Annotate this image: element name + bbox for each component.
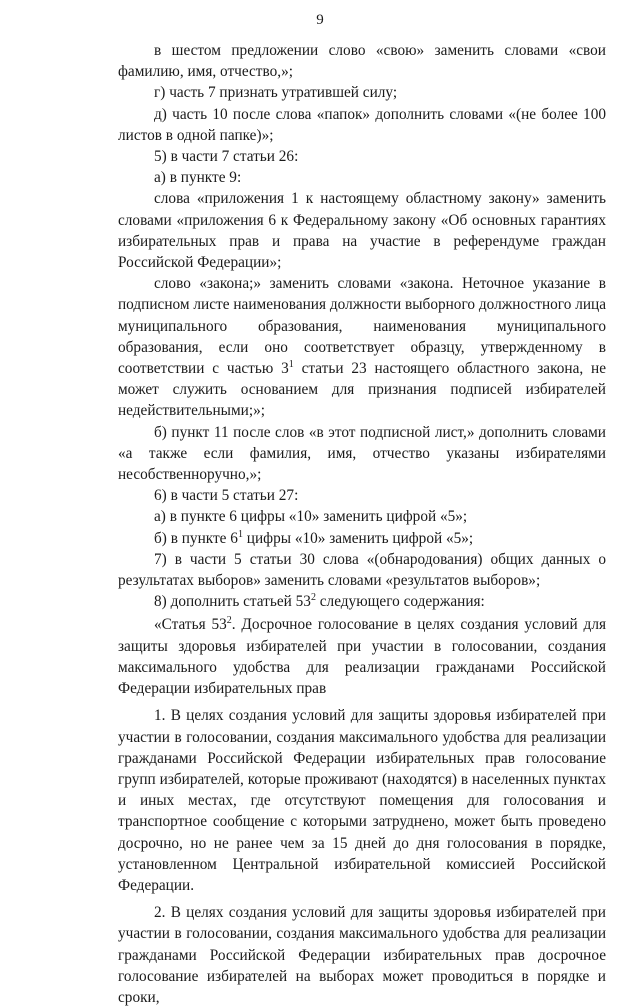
document-body [118, 40, 606, 1008]
paragraph: а) в пункте 9: [154, 169, 242, 187]
paragraph: слова «приложения 1 к настоящему областному закону» заменить словами «приложения 6 к Федеральному закону «Об основных гарантиях избирательных прав и права на участие в референдуме граждан Российской Федерации»; [118, 190, 606, 272]
superscript: 2 [226, 615, 232, 627]
superscript: 1 [288, 359, 294, 371]
paragraph: б) пункт 11 после слов «в этот подписной лист,» дополнить словами «а также если фамилия, имя, отчество указаны избирателями несобственноручно,»; [118, 423, 606, 484]
page-number: 9 [316, 12, 324, 28]
paragraph: 2. В целях создания условий для защиты здоровья избирателей при участии в голосовании, создания максимального удобства для реализации гражданами Российской Федерации избирательных прав досрочное голосование избирателей на выборах может проводиться в порядке и сроки, [118, 904, 606, 1006]
superscript-part-number: 3 [281, 360, 289, 378]
paragraph: 1. В целях создания условий для защиты здоровья избирателей при участии в голосовании, создания максимального удобства для реализации гражданами Российской Федерации избирательных прав голосование групп избирателей, которые проживают (находятся) в населенных пунктах и иных местах, где отсутствуют помещения для голосования и транспортное сообщение с которыми затруднено, может быть проведено досрочно, но не ранее чем за 15 дней до дня голосования в порядке, установленном Центральной избирательной комиссией Российской Федерации. [118, 707, 606, 894]
paragraph: 8) дополнить статьей $53^2$ следующего содержания: [154, 592, 485, 611]
article-heading: «Статья $53^2$. Досрочное голосование в целях создания условий для защиты здоровья избирателей при участии в голосовании, создания максимального удобства для реализации гражданами Российской Федерации избирательных прав [118, 615, 606, 698]
paragraph: б) в пункте $6^1$ цифры «10» заменить цифрой «5»; [154, 528, 474, 547]
paragraph: 7) в части 5 статьи 30 слова «(обнародования) общих данных о результатах выборов» заменить словами «результатов выборов»; [118, 550, 606, 590]
superscript: 1 [237, 528, 243, 540]
paragraph: в шестом предложении слово «свою» заменить словами «свои фамилию, имя, отчество,»; [118, 42, 606, 81]
paragraph: г) часть 7 признать утратившей силу; [154, 84, 398, 102]
paragraph: слово «закона;» заменить словами «закона. Неточное указание в подписном листе наименования должности выборного должностного лица муниципального образования, наименования муниципального образования, если оно соответствует образцу, утвержденному в соответствии с частью $3^1$ статьи 23 настоящего областного закона, не может служить основанием для признания подписей избирателей недействительными;»; [118, 275, 606, 420]
paragraph: а) в пункте 6 цифры «10» заменить цифрой «5»; [154, 508, 468, 526]
superscript: 2 [310, 592, 316, 604]
paragraph: д) часть 10 после слова «папок» дополнить словами «(не более 100 листов в одной папке)»; [118, 105, 606, 144]
paragraph: 6) в части 5 статьи 27: [154, 487, 299, 505]
paragraph: 5) в части 7 статьи 26: [154, 148, 299, 166]
